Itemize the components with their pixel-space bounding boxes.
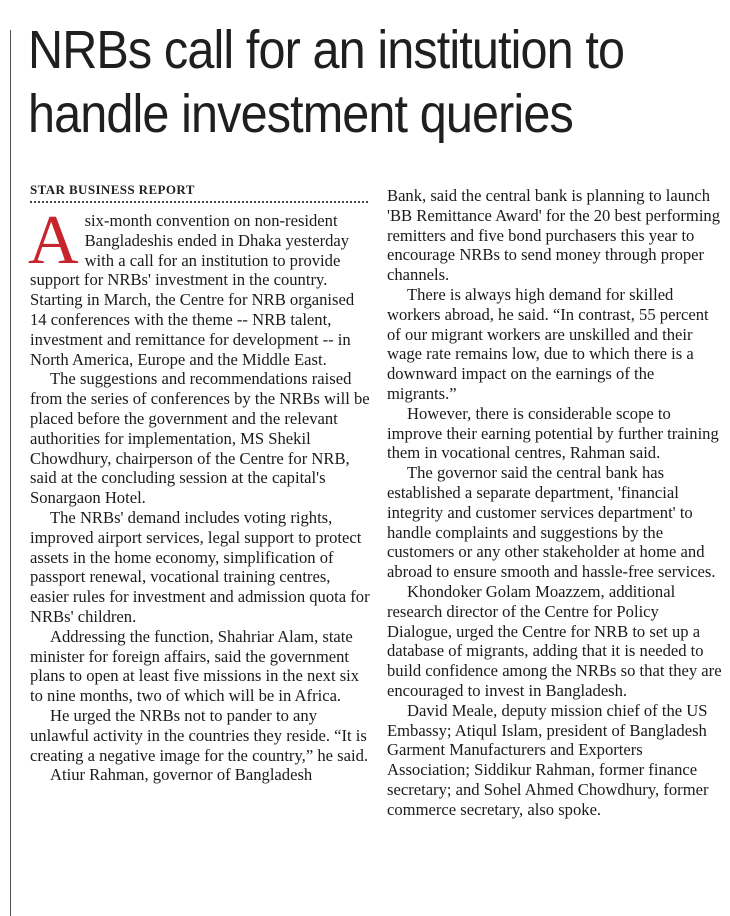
paragraph: There is always high demand for skilled workers abroad, he said. “In contrast, 55 percent of our migrant workers are unskilled and their wage rate remains low, due to which there is a downward impact on the earnings of the migrants.” bbox=[387, 284, 709, 403]
paragraph: Addressing the function, Shahriar Alam, state minister for foreign affairs, said the government plans to open at least five missions in the next six to nine months, two of which will be in Africa. bbox=[30, 626, 360, 706]
headline-line-1: NRBs call for an institution to bbox=[28, 20, 625, 80]
column-rule bbox=[10, 30, 11, 916]
paragraph: Atiur Rahman, governor of Bangladesh bbox=[50, 765, 313, 785]
lead-text: six-month convention on non-resident Bangladeshis ended in Dhaka yesterday with a call for an institution to provide support for NRBs' investment in the country. Starting in March, the Centre for NRB organised 14 conferences with the theme -- NRB talent, investment and remittance for development -- in North America, Europe and the Middle East. bbox=[30, 211, 355, 369]
paragraph: Khondoker Golam Moazzem, additional research director of the Centre for Policy Dialogue, urged the Centre for NRB to set up a database of migrants, adding that it is needed to build confidence among the NRBs so that they are encouraged to invest in Bangladesh. bbox=[387, 581, 722, 700]
lead-paragraph bbox=[28, 202, 370, 369]
paragraph: The NRBs' demand includes voting rights, improved airport services, legal support to protect assets in the home economy, simplification of passport renewal, vocational training centres, easier rules for investment and admission quota for NRBs' children. bbox=[30, 507, 370, 626]
paragraph: He urged the NRBs not to pander to any unlawful activity in the countries they reside. “It is creating a negative image for the country,” he said. bbox=[30, 705, 369, 765]
dotted-divider bbox=[30, 201, 368, 203]
paragraph: The suggestions and recommendations raised from the series of conferences by the NRBs will be placed before the government and the relevant authorities for implementation, MS Shekil Chowdhury, chairperson of the Centre for NRB, said at the concluding session at the capital's Sonargaon Hotel. bbox=[30, 369, 370, 508]
article-column-left bbox=[30, 181, 370, 785]
drop-cap: A bbox=[28, 202, 79, 279]
headline-line-2: handle investment queries bbox=[28, 84, 573, 144]
paragraph: However, there is considerable scope to improve their earning potential by further training them in vocational centres, Rahman said. bbox=[387, 403, 719, 463]
paragraph: David Meale, deputy mission chief of the US Embassy; Atiqul Islam, president of Bangladesh Garment Manufacturers and Exporters Association; Siddikur Rahman, former finance secretary; and Sohel Ahmed Chowdhury, former commerce secretary, also spoke. bbox=[387, 700, 709, 819]
continued-paragraph: Bank, said the central bank is planning to launch 'BB Remittance Award' for the 20 best performing remitters and five bond purchasers this year to encourage NRBs to send money through proper channels. bbox=[387, 186, 721, 285]
paragraph: The governor said the central bank has established a separate department, 'financial integrity and customer services department' to handle complaints and suggestions by the customers or any other stakeholder at home and abroad to ensure smooth and hassle-free services. bbox=[387, 463, 716, 582]
article-column-right bbox=[387, 186, 722, 820]
byline: STAR BUSINESS REPORT bbox=[30, 182, 195, 197]
headline bbox=[28, 18, 658, 146]
